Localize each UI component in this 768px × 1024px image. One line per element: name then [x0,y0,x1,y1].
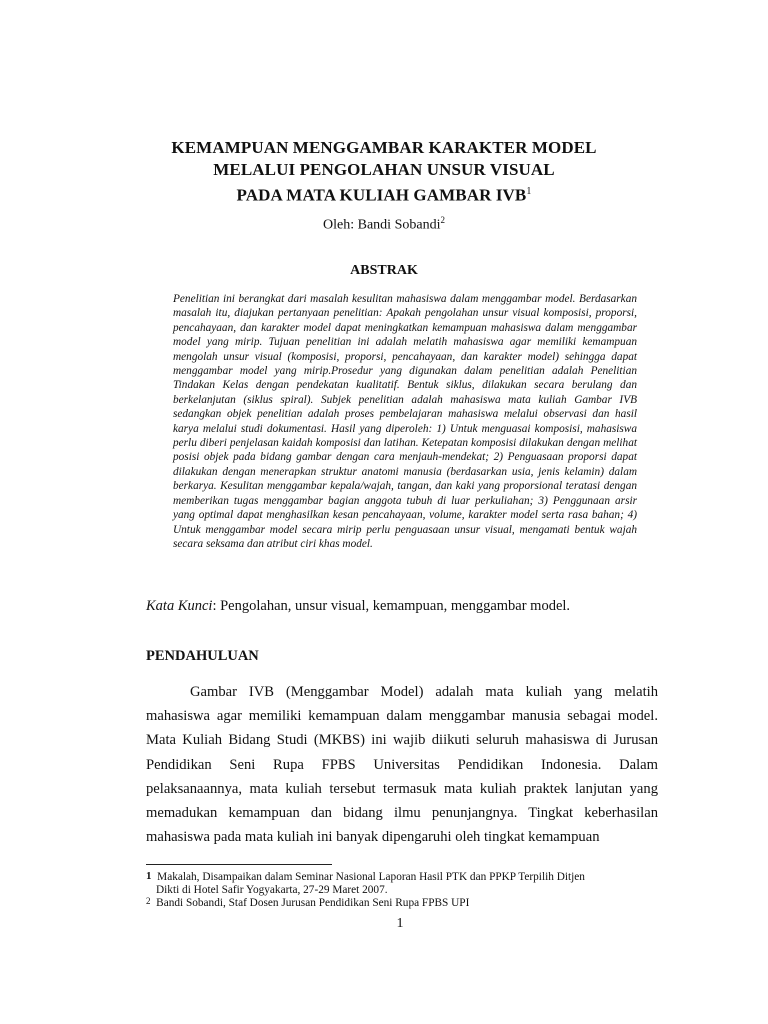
author-line [0,215,768,234]
author-footnote-mark: 2 [440,215,445,225]
footnote-1-mark: 1 [146,870,152,882]
footnote-1 [146,871,666,897]
body-paragraph: Gambar IVB (Menggambar Model) adalah mata kuliah yang melatih mahasiswa agar memiliki kemampuan dalam menggambar manusia sebagai model. Mata Kuliah Bidang Studi (MKBS) ini wajib diikuti seluruh mahasiswa di Jurusan Pendidikan Seni Rupa FPBS Universitas Pendidikan Indonesia. Dalam pelaksanaannya, mata kuliah tersebut termasuk mata kuliah praktek lanjutan yang memadukan kemampuan dan bidang ilmu penunjangnya. Tingkat keberhasilan mahasiswa pada mata kuliah ini banyak dipengaruhi oleh tingkat kemampuan [146,684,658,846]
footnote-2-mark: 2 [146,896,151,906]
keywords-line [146,598,646,615]
page-number: 1 [396,916,404,931]
title-line-3-text: PADA MATA KULIAH GAMBAR IVB [236,185,527,205]
section-heading: PENDAHULUAN [146,648,259,664]
title-footnote-mark: 1 [526,186,532,197]
footnote-2-line-1: Bandi Sobandi, Staf Dosen Jurusan Pendidikan Seni Rupa FPBS UPI [156,897,470,909]
keywords-text: : Pengolahan, unsur visual, kemampuan, menggambar model. [212,598,571,614]
footnote-1-line-2: Dikti di Hotel Safir Yogyakarta, 27-29 Maret 2007. [156,884,388,896]
abstract-text: Penelitian ini berangkat dari masalah kesulitan mahasiswa dalam menggambar model. Berdasarkan masalah itu, diajukan pertanyaan penelitian: Apakah pengolahan unsur visual komposisi, proporsi, pencahayaan, dan karakter model dapat meningkatkan kemampuan mahasiswa dalam menggambar model yang mirip. Tujuan penelitian ini adalah melatih mahasiswa agar memiliki kemampuan mengolah unsur visual (komposisi, proporsi, pencahayaan, dan karakter model) sehingga dapat menggambar model yang mirip.Prosedur yang digunakan dalam penelitian adalah Penelitian Tindakan Kelas dengan pendekatan kualitatif. Bentuk siklus, dilakukan secara berulang dan berkelanjutan (siklus spiral). Subjek penelitian adalah mahasiswa mata kuliah Gambar IVB sedangkan objek penelitian adalah proses pembelajaran mahasiswa melalui observasi dan hasil karya melalui studi dokumentasi. Hasil yang diperoleh: 1) Untuk menguasai komposisi, mahasiswa perlu diberi penjelasan kaidah komposisi dan latihan. Ketepatan komposisi dilakukan dengan melihat posisi objek pada bidang gambar dengan cara menjauh-mendekat; 2) Penguasaan proporsi dapat dilakukan dengan menerapkan struktur anatomi manusia (berdasarkan usia, jenis kelamin) dalam berkarya. Kesulitan menggambar kepala/wajah, tangan, dan kaki yang proporsional teratasi dengan memberikan tugas menggambar bagian anggota tubuh di luar perkuliahan; 3) Penggunaan arsir yang optimal dapat menghasilkan kesan pencahayaan, volume, karakter model serta rasa bahan; 4) Untuk menggambar model secara mirip perlu penguasaan unsur visual, mengamati bentuk wajah secara seksama dan atribut ciri khas model. [173,293,637,550]
abstract-body [173,292,637,551]
footnote-1-line-1: Makalah, Disampaikan dalam Seminar Nasional Laporan Hasil PTK dan PPKP Terpilih Ditjen [157,871,585,883]
footnote-separator [146,864,332,865]
abstract-heading: ABSTRAK [350,263,418,278]
title-line-3 [0,181,768,207]
footnote-2 [146,897,666,910]
title-line-1: KEMAMPUAN MENGGAMBAR KARAKTER MODEL [171,138,597,157]
paper-title [0,137,768,207]
title-line-2: MELALUI PENGOLAHAN UNSUR VISUAL [213,160,555,179]
footnotes [146,871,666,910]
keywords-label: Kata Kunci [146,598,213,614]
author-name: Oleh: Bandi Sobandi [323,217,441,233]
section-body [146,680,658,849]
